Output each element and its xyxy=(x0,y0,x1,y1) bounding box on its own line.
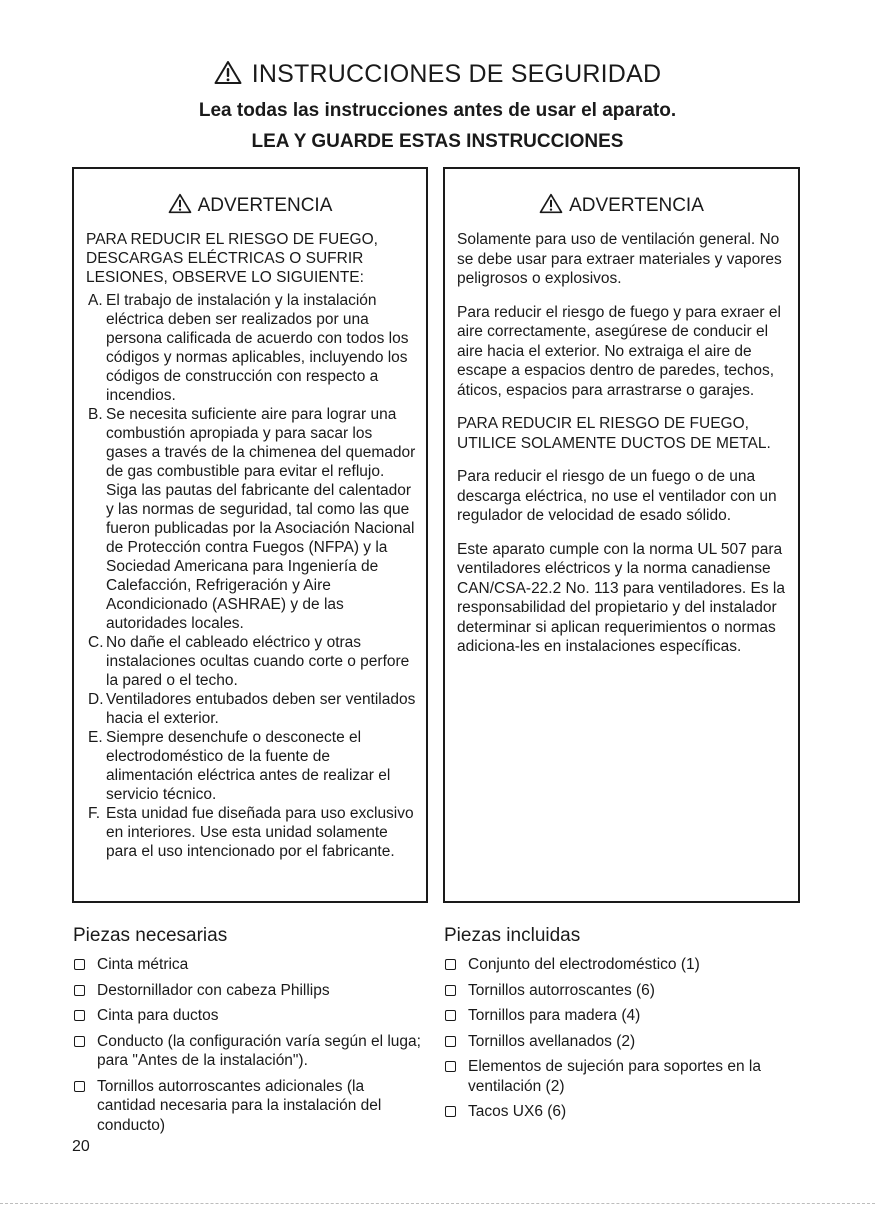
paragraph: Solamente para uso de ventilación general. No se debe usar para extraer materiales y vapores peligrosos o explosivos. xyxy=(457,231,782,287)
checkbox-icon xyxy=(74,985,85,996)
checklist-item: Elementos de sujeción para soportes en la ventilación (2) xyxy=(444,1057,809,1096)
paragraph: Este aparato cumple con la norma UL 507 para ventiladores eléctricos y la norma canadiense CAN/CSA-22.2 No. 113 para ventiladores. Es la responsabilidad del propietario y del instalador determinar si aplican requerimientos o normas adiciona-les en instalaciones específicas. xyxy=(457,540,785,655)
list-item: A. El trabajo de instalación y la instalación eléctrica deben ser realizados por una persona calificada de acuerdo con todos los códigos y normas aplicables, incluyendo los códigos de construcción con respecto a incendios. xyxy=(88,292,409,404)
warning-box-right xyxy=(443,167,800,903)
subtitle: Lea todas las instrucciones antes de usar el aparato. xyxy=(198,100,677,121)
checkbox-icon xyxy=(74,1081,85,1092)
checklist-item: Conducto (la configuración varía según el luga; para "Antes de la instalación"). xyxy=(73,1032,423,1071)
checkbox-icon xyxy=(445,985,456,996)
checklist-item: Tornillos autorroscantes (6) xyxy=(444,981,809,1001)
warning-intro: PARA REDUCIR EL RIESGO DE FUEGO, DESCARGAS ELÉCTRICAS O SUFRIR LESIONES, OBSERVE LO SIGUIENTE: xyxy=(86,231,378,286)
checkbox-icon xyxy=(74,1036,85,1047)
warning-triangle-icon xyxy=(214,60,242,92)
paragraph: PARA REDUCIR EL RIESGO DE FUEGO, UTILICE SOLAMENTE DUCTOS DE METAL. xyxy=(457,415,771,452)
list-item: E. Siempre desenchufe o desconecte el electrodoméstico de la fuente de alimentación eléctrica antes de realizar el servicio técnico. xyxy=(88,729,391,803)
warning-heading-text: ADVERTENCIA xyxy=(569,195,704,216)
warning-box-left xyxy=(72,167,428,903)
checklist-item: Tornillos para madera (4) xyxy=(444,1006,809,1026)
bottom-divider xyxy=(0,1203,875,1204)
parts-included-title: Piezas incluidas xyxy=(444,925,581,946)
warning-triangle-icon xyxy=(168,193,192,220)
subtitle-save: LEA Y GUARDE ESTAS INSTRUCCIONES xyxy=(251,131,624,152)
checklist-item: Tornillos autorroscantes adicionales (la cantidad necesaria para la instalación del conducto) xyxy=(73,1077,423,1136)
warning-triangle-icon xyxy=(539,193,563,220)
checklist-item: Cinta para ductos xyxy=(73,1006,423,1026)
warning-heading-left xyxy=(74,193,426,220)
list-item: D. Ventiladores entubados deben ser ventilados hacia el exterior. xyxy=(88,691,416,727)
checkbox-icon xyxy=(445,1036,456,1047)
checklist-item: Destornillador con cabeza Phillips xyxy=(73,981,423,1001)
page-title xyxy=(0,60,875,92)
checkbox-icon xyxy=(445,1010,456,1021)
checkbox-icon xyxy=(74,1010,85,1021)
parts-included-section xyxy=(444,925,809,1128)
checkbox-icon xyxy=(445,959,456,970)
parts-needed-section xyxy=(73,925,423,1141)
checkbox-icon xyxy=(445,1106,456,1117)
checkbox-icon xyxy=(445,1061,456,1072)
paragraph: Para reducir el riesgo de un fuego o de una descarga eléctrica, no use el ventilador con un regulador de velocidad de esado sólido. xyxy=(457,468,777,524)
warning-heading-text: ADVERTENCIA xyxy=(197,195,333,216)
list-item: F. Esta unidad fue diseñada para uso exclusivo en interiores. Use esta unidad solamente para el uso intencionado por el fabricante. xyxy=(88,805,414,860)
checklist-item: Cinta métrica xyxy=(73,955,423,975)
warning-list xyxy=(86,291,416,861)
list-item: B. Se necesita suficiente aire para lograr una combustión apropiada y para sacar los gases a través de la chimenea del quemador de gas combustible para evitar el reflujo. Siga las pautas del fabricante del calentador y las normas de seguridad, tal como las que fueron publicadas por la Asociación Nacional de Protección contra Fuegos (NFPA) y la Sociedad Americana para Ingeniería de Calefacción, Refrigeración y Aire Acondicionado (ASHRAE) y de las autoridades locales. xyxy=(88,406,416,632)
parts-needed-title: Piezas necesarias xyxy=(73,925,228,946)
page-number: 20 xyxy=(72,1138,90,1155)
checklist-item: Tornillos avellanados (2) xyxy=(444,1032,809,1052)
checkbox-icon xyxy=(74,959,85,970)
checklist-item: Conjunto del electrodoméstico (1) xyxy=(444,955,809,975)
paragraph: Para reducir el riesgo de fuego y para exraer el aire correctamente, asegúrese de conducir el aire hacia el exterior. No extraiga el aire de escape a espacios dentro de paredes, techos, áticos, espacios para arrastrarse o garajes. xyxy=(457,303,781,399)
warning-heading-right xyxy=(445,193,798,220)
title-text: INSTRUCCIONES DE SEGURIDAD xyxy=(251,60,662,88)
checklist-item: Tacos UX6 (6) xyxy=(444,1102,809,1122)
list-item: C. No dañe el cableado eléctrico y otras instalaciones ocultas cuando corte o perfore la pared o el techo. xyxy=(88,634,410,689)
